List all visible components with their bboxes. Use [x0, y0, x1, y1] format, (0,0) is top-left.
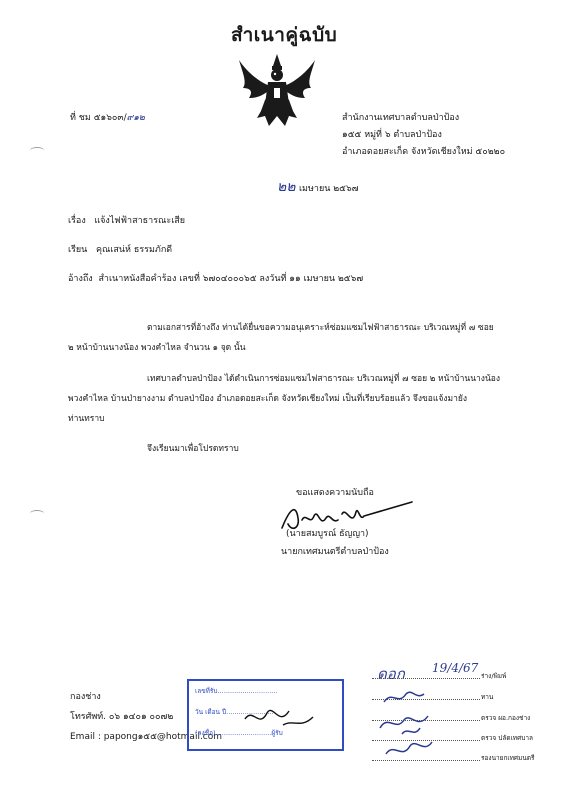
stamp-signature: (ลงชื่อ)...........................ผู้รับ	[195, 729, 283, 737]
binder-hole-mark	[30, 147, 44, 154]
footer-department: กองช่าง	[70, 692, 101, 702]
binder-hole-mark	[30, 510, 44, 517]
garuda-emblem-icon	[237, 52, 317, 128]
reference-text: สำเนาหนังสือคำร้อง เลขที่ ๖๗๐๔๐๐๐๖๕ ลงวันที่ ๑๑ เมษายน ๒๕๖๗	[98, 274, 364, 284]
body-paragraph-line: เทศบาลตำบลป่าป้อง ได้ดำเนินการซ่อมแซมไฟสาธารณะ บริเวณหมู่ที่ ๗ ซอย ๒ หน้าบ้านนางน้อง	[147, 374, 501, 384]
stamp-handwriting-scribble	[239, 699, 319, 735]
routing-line	[372, 678, 480, 679]
body-paragraph-line: พวงคำไหล บ้านป่ายางงาม ตำบลป่าป้อง อำเภอดอยสะเก็ด จังหวัดเชียงใหม่ เป็นที่เรียบร้อยแล้ว จึงขอแจ้งมายัง	[68, 394, 468, 404]
body-paragraph-line: ท่านทราบ	[68, 414, 105, 424]
routing-initials-scribble	[372, 684, 482, 764]
stamp-receipt-number: เลขที่รับ.............................	[195, 687, 278, 695]
received-stamp	[187, 679, 344, 751]
footer-email: Email : papong๑๕๕@hotmail.com	[70, 732, 223, 742]
closing-paragraph: จึงเรียนมาเพื่อโปรดทราบ	[147, 444, 239, 454]
routing-handwritten-date: 19/4/67	[432, 661, 479, 675]
reference-label: อ้างถึง	[68, 274, 93, 284]
office-name: สำนักงานเทศบาลตำบลป่าป้อง	[342, 113, 460, 123]
body-paragraph-line: ๒ หน้าบ้านนางน้อง พวงคำไหล จำนวน ๑ จุด นั้น	[68, 343, 246, 353]
footer-phone: โทรศัพท์. ๐๖ ๑๔๐๑ ๐๐๗๒	[70, 712, 174, 722]
office-address-line: ๑๕๕ หมู่ที่ ๖ ตำบลป่าป้อง	[342, 130, 442, 140]
office-address-line: อำเภอดอยสะเก็ด จังหวัดเชียงใหม่ ๕๐๒๒๐	[342, 147, 506, 157]
subject-line	[68, 215, 185, 227]
recipient-line	[68, 244, 172, 256]
document-title: สำเนาคู่ฉบับ	[231, 24, 338, 46]
reference-line	[68, 273, 363, 285]
signatory-position: นายกเทศมนตรีตำบลป่าป้อง	[281, 547, 389, 557]
document-number	[70, 112, 145, 124]
routing-row-label: รองนายกเทศมนตรี	[481, 754, 535, 762]
signature-closing: ขอแสดงความนับถือ	[296, 488, 374, 498]
signatory-name: (นายสมบูรณ์ ธัญญา)	[286, 529, 369, 539]
recipient-label: เรียน	[68, 245, 88, 255]
body-paragraph-line: ตามเอกสารที่อ้างถึง ท่านได้ยื่นขอความอนุเคราะห์ซ่อมแซมไฟฟ้าสาธารณะ บริเวณหมู่ที่ ๗ ซอย	[147, 323, 494, 333]
stamp-date: วัน เดือน ปี.......................	[195, 708, 274, 716]
document-number-handwritten: ๙๑๒	[126, 113, 145, 123]
routing-row-label: ตรวจ ปลัดเทศบาล	[481, 734, 533, 742]
date-month-year: เมษายน ๒๕๖๗	[298, 184, 359, 194]
document-number-prefix: ที่ ชม ๕๑๖๐๓/	[70, 113, 127, 123]
routing-row-label: ร่าง/พิมพ์	[481, 672, 507, 680]
date-day-handwritten: ๒๒	[277, 179, 296, 195]
routing-handwritten-code: ดอก	[377, 665, 405, 683]
recipient-name: คุณเสน่ห์ ธรรมภักดี	[95, 245, 173, 255]
subject-text: แจ้งไฟฟ้าสาธารณะเสีย	[94, 216, 186, 226]
routing-row-label: ตรวจ ผอ.กองช่าง	[481, 714, 531, 722]
subject-label: เรื่อง	[68, 216, 86, 226]
routing-row-label: ทาน	[481, 693, 494, 701]
document-date	[277, 176, 358, 198]
